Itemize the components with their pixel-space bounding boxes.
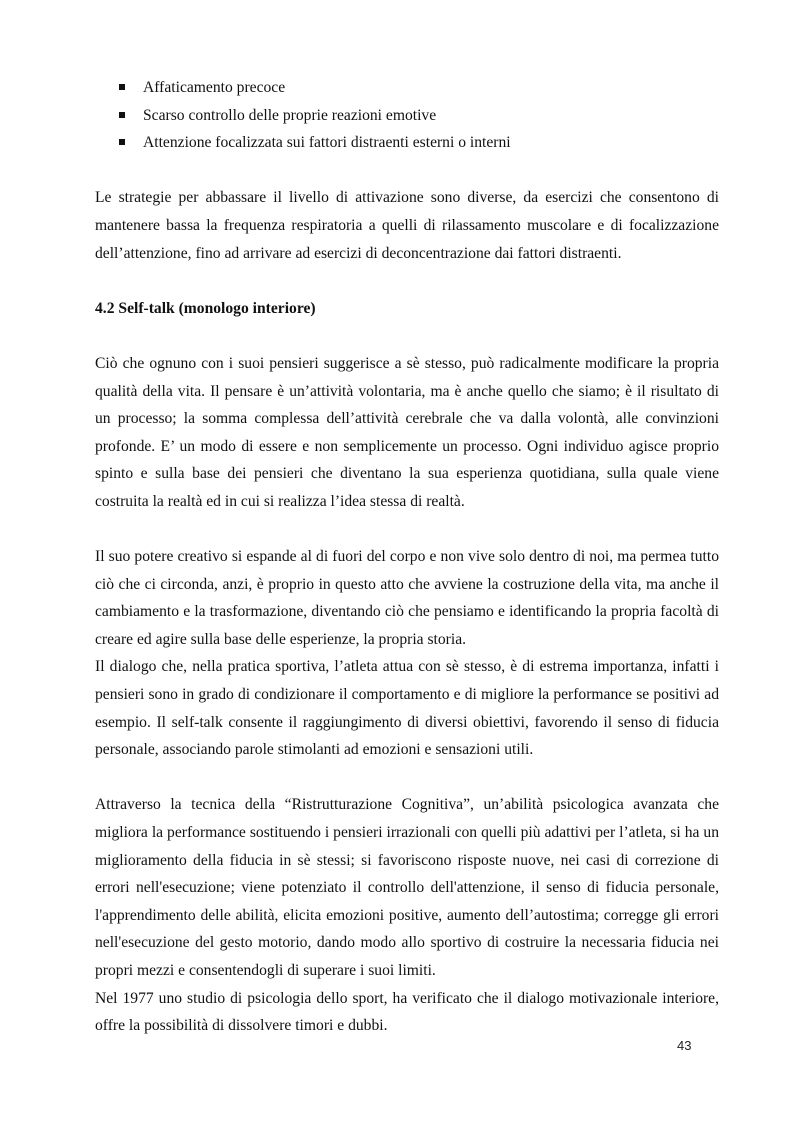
paragraph: Il suo potere creativo si espande al di fuori del corpo e non vive solo dentro di noi, ma permea tutto ciò che ci circonda, anzi, è proprio in questo atto che avviene la costruzione della vita, ma anche il cambiamento e la trasformazione, diventando ciò che pensiamo e identificando la propria facoltà di creare ed agire sulla base delle esperienze, la propria storia. <box>95 548 719 648</box>
paragraph: Attraverso la tecnica della “Ristrutturazione Cognitiva”, un’abilità psicologica avanzata che migliora la performance sostituendo i pensieri irrazionali con quelli più adattivi per l’atleta, si ha un miglioramento della fiducia in sè stessi; si favoriscono risposte nuove, nei casi di correzione di errori nell'esecuzione; viene potenziato il controllo dell'attenzione, il senso di fiducia personale, l'apprendimento delle abilità, elicita emozioni positive, aumento dell’autostima; corregge gli errori nell'esecuzione del gesto motorio, dando modo allo sportivo di costruire la necessaria fiducia nei propri mezzi e consentendogli di superare i suoi limiti. <box>95 796 719 979</box>
paragraph: Il dialogo che, nella pratica sportiva, l’atleta attua con sè stesso, è di estrema importanza, infatti i pensieri sono in grado di condizionare il comportamento e di migliore la performance se positivi ad esempio. Il self-talk consente il raggiungimento di diversi obiettivi, favorendo il senso di fiducia personale, associando parole stimolanti ad emozioni e sensazioni utili. <box>95 658 719 759</box>
paragraph: Ciò che ognuno con i suoi pensieri suggerisce a sè stesso, può radicalmente modificare la propria qualità della vita. Il pensare è un’attività volontaria, ma è anche quello che siamo; è il risultato di un processo; la somma complessa dell’attività cerebrale che va dalla volontà, alle convinzioni profonde. E’ un modo di essere e non semplicemente un processo. Ogni individuo agisce proprio spinto e sulla base dei pensieri che diventano la sua esperienza quotidiana, sulla quale viene costruita la realtà ed in cui si realizza l’idea stessa di realtà. <box>95 354 719 510</box>
square-bullet-icon <box>119 112 125 118</box>
section-heading: 4.2 Self-talk (monologo interiore) <box>95 299 316 317</box>
list-item <box>117 74 719 102</box>
bullet-list <box>95 74 719 157</box>
square-bullet-icon <box>119 84 125 90</box>
page-number: 43 <box>677 1038 692 1053</box>
list-item-text: Scarso controllo delle proprie reazioni emotive <box>143 106 437 124</box>
list-item-text: Attenzione focalizzata sui fattori distraenti esterni o interni <box>143 134 511 152</box>
paragraph: Nel 1977 uno studio di psicologia dello sport, ha verificato che il dialogo motivazionale interiore, offre la possibilità di dissolvere timori e dubbi. <box>95 989 719 1035</box>
list-item-text: Affaticamento precoce <box>143 79 286 96</box>
paragraph-strategies: Le strategie per abbassare il livello di attivazione sono diverse, da esercizi che consentono di mantenere bassa la frequenza respiratoria a quelli di rilassamento muscolare e di focalizzazione dell’attenzione, fino ad arrivare ad esercizi di deconcentrazione dai fattori distraenti. <box>95 189 719 262</box>
square-bullet-icon <box>119 139 125 145</box>
list-item <box>117 129 719 157</box>
page-content <box>95 74 719 1040</box>
list-item <box>117 102 719 130</box>
